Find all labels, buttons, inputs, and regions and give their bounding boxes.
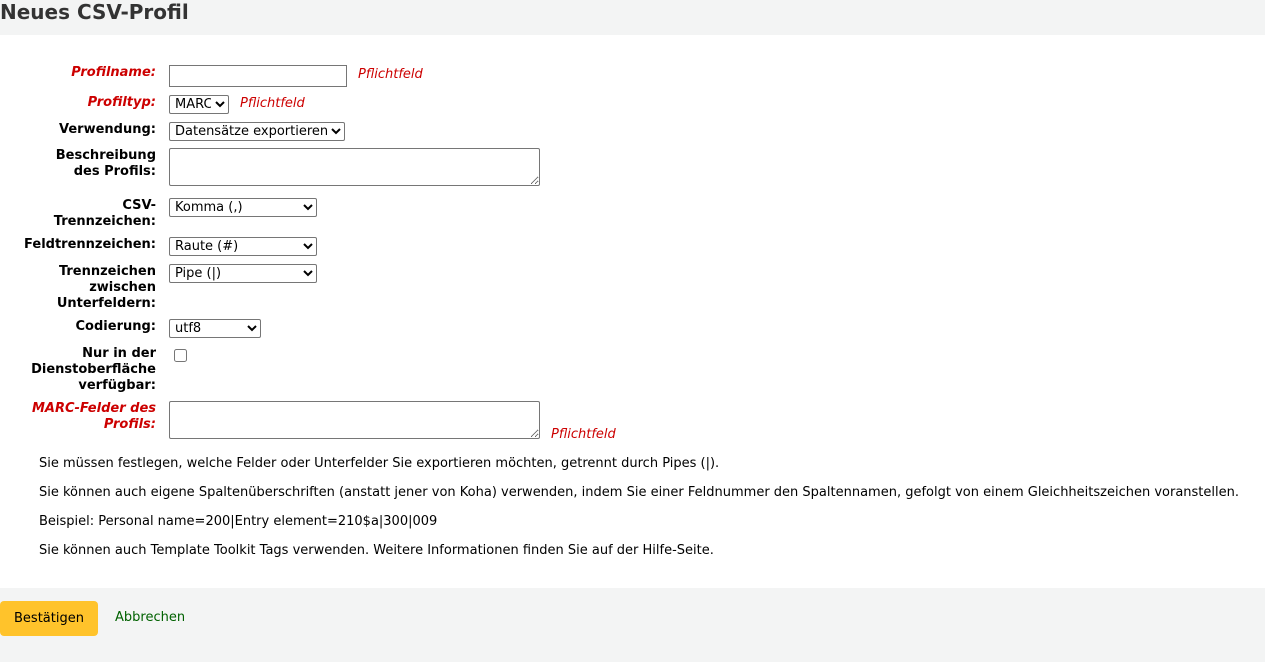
csv-separator-label-line2: Trennzeichen:	[53, 214, 156, 229]
marc-fields-textarea[interactable]	[169, 401, 540, 439]
subfield-separator-label	[0, 264, 156, 312]
staff-only-label-line2: Dienstoberfläche	[31, 362, 156, 377]
hint-template-toolkit: Sie können auch Template Toolkit Tags verwenden. Weitere Informationen finden Sie auf der Hilfe-Seite.	[39, 543, 714, 558]
subfield-separator-label-line3: Unterfeldern:	[56, 296, 156, 311]
subfield-separator-label-line2: zwischen	[89, 280, 156, 295]
confirm-button[interactable]: Bestätigen	[0, 601, 98, 636]
marc-fields-label-line1: MARC-Felder des	[31, 401, 156, 416]
staff-only-checkbox[interactable]	[174, 349, 187, 362]
usage-label: Verwendung:	[59, 122, 156, 137]
marc-fields-label	[0, 401, 156, 433]
description-label	[0, 148, 156, 180]
profile-name-required-note: Pflichtfeld	[358, 67, 423, 82]
csv-separator-label-line1: CSV-	[122, 198, 156, 213]
csv-separator-select[interactable]	[169, 198, 317, 217]
description-label-line1: Beschreibung	[55, 148, 156, 163]
marc-fields-label-line2: Profils:	[103, 417, 156, 432]
hint-column-headers: Sie können auch eigene Spaltenüberschriften (anstatt jener von Koha) verwenden, indem Sie einer Feldnummer den Spaltennamen, gefolgt von einem Gleichheitszeichen voranstellen.	[39, 485, 1239, 500]
csv-separator-label	[0, 198, 156, 230]
description-label-line2: des Profils:	[73, 164, 156, 179]
staff-only-label-line1: Nur in der	[82, 346, 156, 361]
cancel-link[interactable]: Abbrechen	[115, 610, 186, 625]
csv-profile-form	[0, 35, 1265, 588]
form-actions	[0, 588, 1265, 662]
subfield-separator-label-line1: Trennzeichen	[58, 264, 156, 279]
encoding-label: Codierung:	[75, 319, 156, 334]
profile-name-input[interactable]	[169, 65, 347, 87]
hint-pipes: Sie müssen festlegen, welche Felder oder Unterfelder Sie exportieren möchten, getrennt durch Pipes (|).	[39, 456, 720, 471]
field-separator-label: Feldtrennzeichen:	[24, 237, 156, 252]
profile-name-label: Profilname:	[71, 65, 156, 80]
subfield-separator-select[interactable]	[169, 264, 317, 283]
encoding-select[interactable]	[169, 319, 261, 338]
profile-type-label: Profiltyp:	[87, 95, 156, 110]
staff-only-label	[0, 346, 156, 394]
marc-fields-required-note: Pflichtfeld	[551, 427, 616, 442]
profile-type-select[interactable]	[169, 95, 229, 114]
description-textarea[interactable]	[169, 148, 540, 186]
profile-type-required-note: Pflichtfeld	[240, 96, 305, 111]
page-title: Neues CSV-Profil	[0, 0, 189, 24]
hint-example: Beispiel: Personal name=200|Entry element=210$a|300|009	[39, 514, 438, 529]
field-separator-select[interactable]	[169, 237, 317, 256]
usage-select[interactable]	[169, 122, 345, 141]
staff-only-label-line3: verfügbar:	[78, 378, 156, 393]
